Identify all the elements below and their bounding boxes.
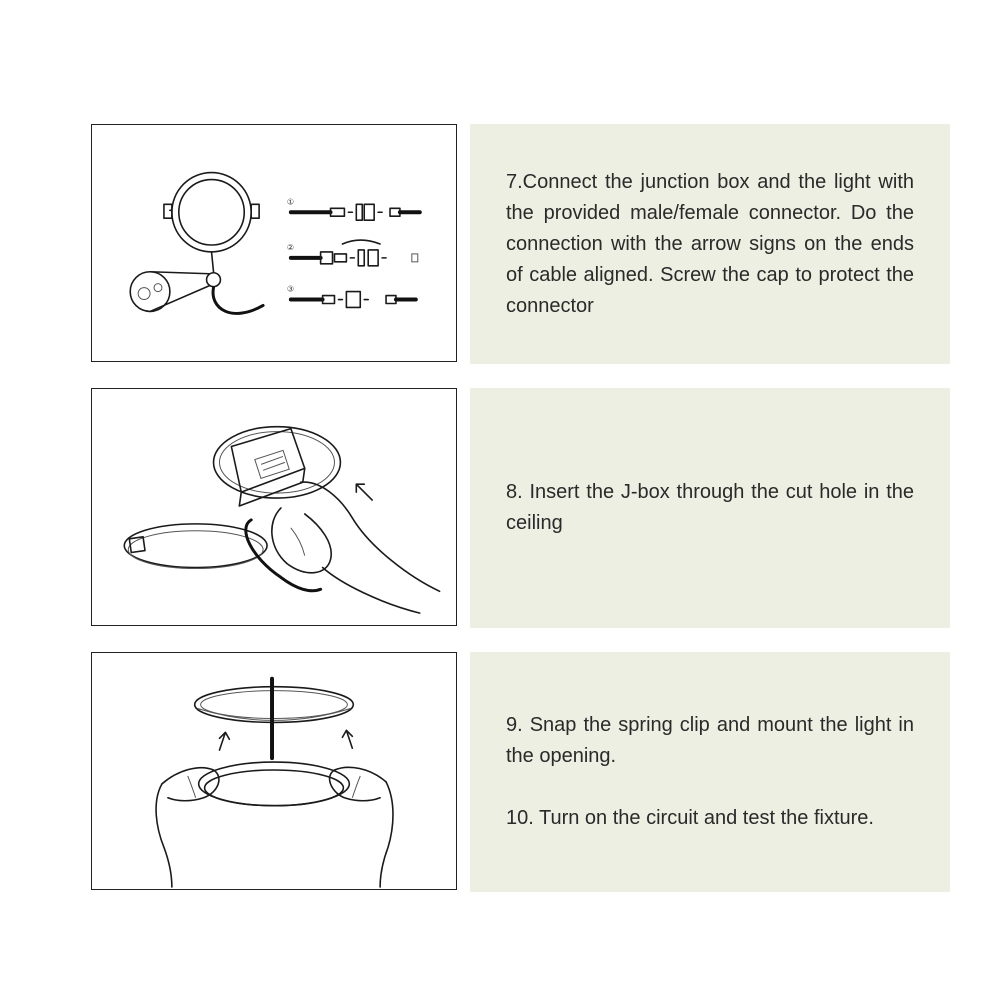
step-9-text: 9. Snap the spring clip and mount the light in the opening. <box>506 714 914 767</box>
step-8-instructions <box>470 388 950 628</box>
step-8-text: 8. Insert the J-box through the cut hole in the ceiling <box>506 481 914 534</box>
insert-jbox-drawing <box>92 389 456 625</box>
step-7-text: 7.Connect the junction box and the light with the provided male/female connector. Do the connection with the arrow signs on the ends of cable aligned. Screw the cap to protect the connector <box>506 170 914 317</box>
insert-jbox-illustration <box>91 388 457 626</box>
connector-illustration <box>91 124 457 362</box>
step-9-10-instructions <box>470 652 950 892</box>
connector-drawing <box>92 125 456 361</box>
mount-light-drawing <box>92 653 456 889</box>
step-10-text: 10. Turn on the circuit and test the fixture. <box>506 807 874 829</box>
marker-2: ② <box>286 242 295 252</box>
connector-row-3 <box>287 285 416 308</box>
connector-row-1 <box>287 197 420 220</box>
marker-3: ③ <box>286 284 295 294</box>
marker-1: ① <box>286 197 295 207</box>
mount-light-illustration <box>91 652 457 890</box>
step-7-instructions <box>470 124 950 364</box>
connector-row-2 <box>287 240 418 266</box>
